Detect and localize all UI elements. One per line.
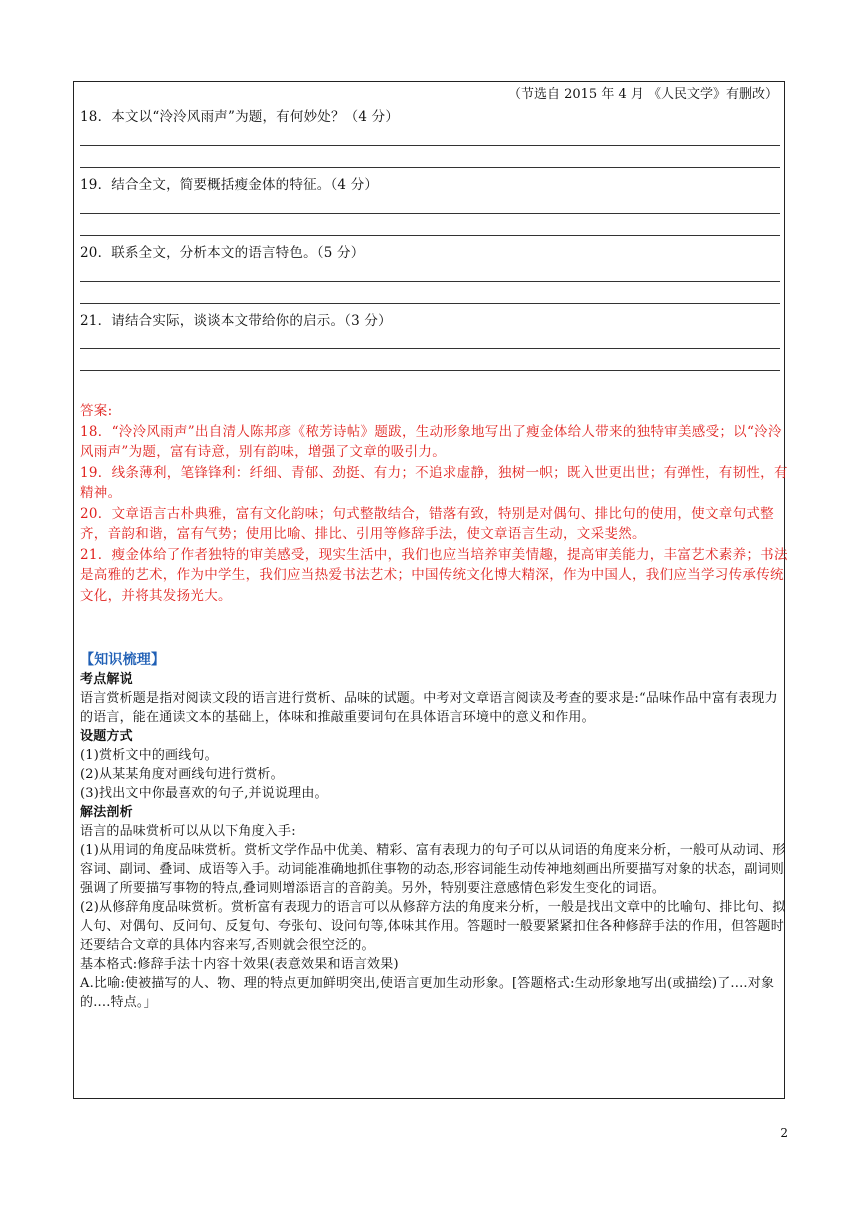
method-intro: 语言的品味赏析可以从以下角度入手: [80, 824, 296, 839]
page-number: 2 [780, 1126, 788, 1140]
format-metaphor: A.比喻:使被描写的人、物、理的特点更加鲜明突出,使语言更加生动形象。[答题格式:生动形象地写出(或描绘)了....对象的....特点。」 [80, 976, 775, 1010]
answer-line [80, 213, 780, 214]
question-21: 21．请结合实际，谈谈本文带给你的启示。（3 分） [80, 313, 392, 329]
section-title-exam-points: 考点解说 [80, 672, 133, 687]
knowledge-section [80, 650, 788, 1012]
method-word-choice: (1)从用词的角度品味赏析。赏析文学作品中优美、精彩、富有表现力的句子可以从词语的角度来分析，一般可从动词、形容词、副词、叠词、成语等入手。动词能准确地抓住事物的动态,形容词能生动传神地刻画出所要描写对象的状态，副词则强调了所要描写事物的特点,叠词则增添语言的音韵美。另外，特别要注意感情色彩发生变化的词语。 [80, 843, 786, 896]
answer-19: 19．线条薄利，笔锋锋利：纤细、青郁、劲挺、有力；不追求虚静，独树一帜；既入世更出世；有弹性，有韧性，有精神。 [80, 464, 788, 501]
answer-line [80, 303, 780, 304]
answer-line [80, 167, 780, 168]
answer-line [80, 235, 780, 236]
answer-line [80, 348, 780, 349]
question-18: 18．本文以“泠泠风雨声”为题，有何妙处？（4 分） [80, 109, 400, 125]
answers-section [80, 401, 788, 606]
answer-21: 21．瘦金体给了作者独特的审美感受，现实生活中，我们也应当培养审美情趣，提高审美能力，丰富艺术素养；书法是高雅的艺术，作为中学生，我们应当热爱书法艺术；中国传统文化博大精深，作为中国人，我们应当学习传承传统文化，并将其发扬光大。 [80, 546, 788, 604]
answer-line [80, 145, 780, 146]
method-rhetoric: (2)从修辞角度品味赏析。赏析富有表现力的语言可以从修辞方法的角度来分析，一般是找出文章中的比喻句、排比句、拟人句、对偶句、反问句、反复句、夸张句、设问句等,体味其作用。答题时一般要紧紧扣住各种修辞手法的作用，但答题时还要结合文章的具体内容来写,否则就会很空泛的。 [80, 900, 786, 953]
section-title-question-types: 设题方式 [80, 729, 133, 744]
source-note: （节选自 2015 年 4 月 《人民文学》有删改） [507, 87, 778, 102]
answer-line [80, 370, 780, 371]
answers-heading: 答案: [80, 403, 113, 419]
question-type-3: (3)找出文中你最喜欢的句子,并说说理由。 [80, 786, 328, 801]
answer-18: 18．“泠泠风雨声”出自清人陈邦彦《秾芳诗帖》题跋，生动形象地写出了瘦金体给人带来的独特审美感受；以“泠泠风雨声”为题，富有诗意，别有韵味，增强了文章的吸引力。 [80, 423, 782, 460]
section-title-method: 解法剖析 [80, 805, 133, 820]
question-20: 20．联系全文，分析本文的语言特色。（5 分） [80, 245, 365, 261]
question-type-1: (1)赏析文中的画线句。 [80, 748, 218, 763]
basic-format: 基本格式:修辞手法十内容十效果(表意效果和语言效果) [80, 957, 399, 972]
question-type-2: (2)从某某角度对画线句进行赏析。 [80, 767, 284, 782]
answer-20: 20．文章语言古朴典雅，富有文化韵味；句式整散结合，错落有致，特别是对偶句、排比句的使用，使文章句式整齐，音韵和谐，富有气势；使用比喻、排比、引用等修辞手法，使文章语言生动，文采斐然。 [80, 505, 774, 542]
knowledge-heading: 【知识梳理】 [80, 652, 166, 668]
exam-points-text: 语言赏析题是指对阅读文段的语言进行赏析、品味的试题。中考对文章语言阅读及考查的要求是:“品味作品中富有表现力的语言，能在通读文本的基础上，体味和推敲重要词句在具体语言环境中的意义和作用。 [80, 691, 778, 725]
question-19: 19．结合全文，简要概括瘦金体的特征。（4 分） [80, 177, 379, 193]
answer-line [80, 281, 780, 282]
